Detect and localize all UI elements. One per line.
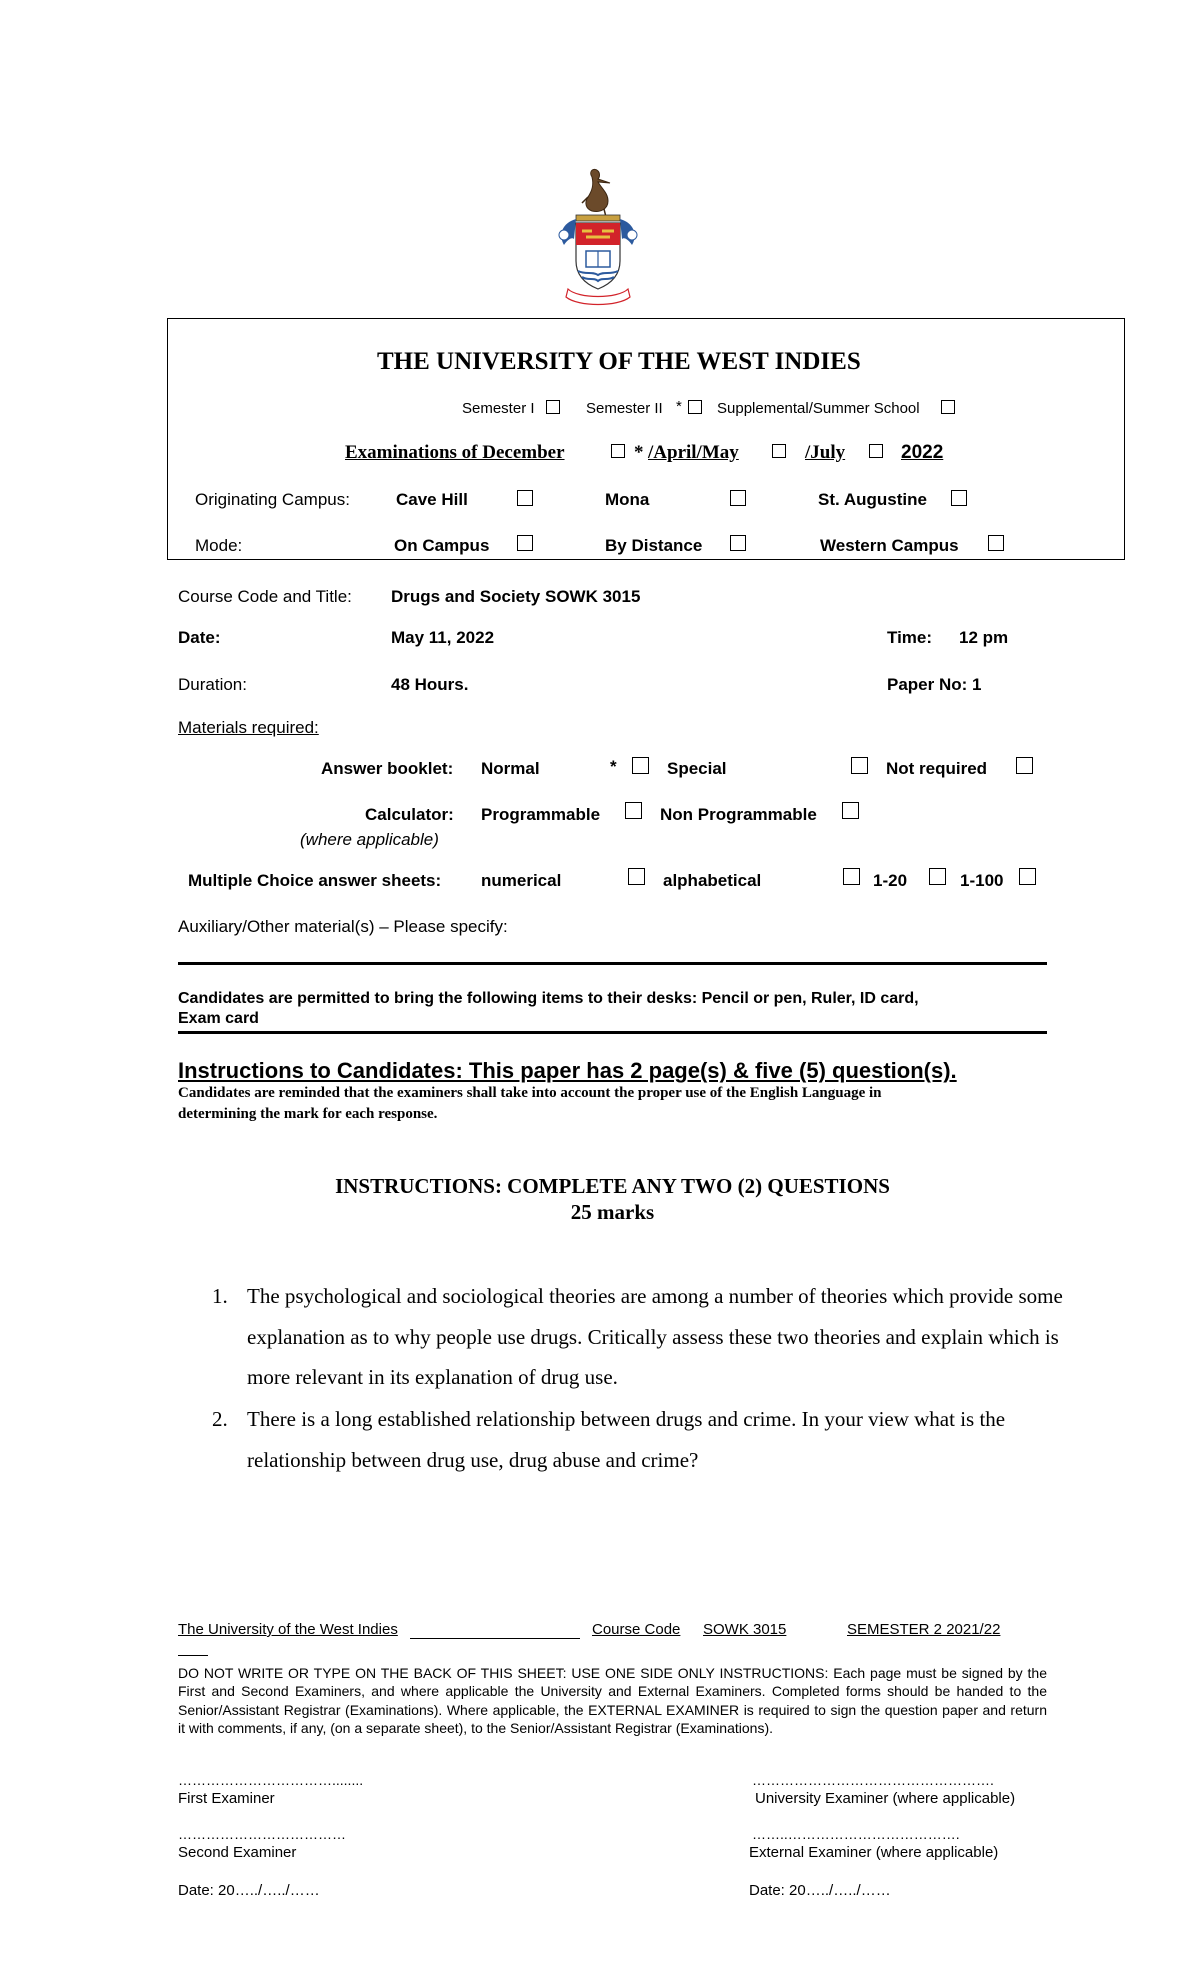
external-examiner-dots: ……..………………………………. xyxy=(752,1826,960,1842)
mc-range-1-20-label: 1-20 xyxy=(873,871,908,890)
duration-label: Duration: xyxy=(178,675,247,694)
mode-on-campus-checkbox[interactable] xyxy=(517,535,533,551)
complete-instruction: INSTRUCTIONS: COMPLETE ANY TWO (2) QUESTIONS xyxy=(335,1174,890,1198)
mc-range-1-100-label: 1-100 xyxy=(960,871,1004,890)
second-examiner-label: Second Examiner xyxy=(178,1844,297,1861)
mc-numerical-label: numerical xyxy=(481,871,562,890)
mode-on-campus-label: On Campus xyxy=(394,536,490,555)
answer-booklet-label: Answer booklet: xyxy=(321,759,454,778)
mode-by-distance-checkbox[interactable] xyxy=(730,535,746,551)
university-examiner-label: University Examiner (where applicable) xyxy=(755,1790,1016,1807)
mc-alphabetical-checkbox[interactable] xyxy=(843,868,860,885)
supplemental-label: Supplemental/Summer School xyxy=(717,400,920,417)
date-label: Date: xyxy=(178,628,221,647)
permitted-items-line1: Candidates are permitted to bring the following items to their desks: Pencil or pen, Ruler, ID card, xyxy=(178,990,919,1007)
instructions-note-line2: determining the mark for each response. xyxy=(178,1106,438,1122)
question-1-number: 1. xyxy=(212,1284,228,1308)
date-left: Date: 20…../…../…… xyxy=(178,1882,320,1899)
date-right: Date: 20…../…../…… xyxy=(749,1882,891,1899)
semester-1-checkbox[interactable] xyxy=(546,400,560,414)
paper-number: Paper No: 1 xyxy=(887,675,982,694)
calculator-programmable-label: Programmable xyxy=(481,805,601,824)
footer-university-underline-extension xyxy=(410,1638,580,1639)
calculator-label: Calculator: xyxy=(365,805,454,824)
second-examiner-dots: ……………………………… xyxy=(178,1826,346,1842)
answer-booklet-normal-label: Normal xyxy=(481,759,540,778)
exam-april-checkbox[interactable] xyxy=(772,444,786,458)
campus-st-augustine-label: St. Augustine xyxy=(818,490,927,509)
exam-july-checkbox[interactable] xyxy=(869,444,883,458)
time-value: 12 pm xyxy=(959,628,1009,647)
calculator-non-programmable-label: Non Programmable xyxy=(660,805,817,824)
divider-bottom xyxy=(178,1031,1047,1034)
calculator-programmable-checkbox[interactable] xyxy=(625,802,642,819)
supplemental-checkbox[interactable] xyxy=(941,400,955,414)
answer-booklet-not-required-label: Not required xyxy=(886,759,988,778)
mode-western-campus-checkbox[interactable] xyxy=(988,535,1004,551)
time-label: Time: xyxy=(887,628,933,647)
mode-by-distance-label: By Distance xyxy=(605,536,703,555)
semester-1-label: Semester I xyxy=(462,400,535,417)
permitted-items-line2: Exam card xyxy=(178,1010,259,1027)
first-examiner-label: First Examiner xyxy=(178,1790,275,1807)
question-1-text: The psychological and sociological theories are among a number of theories which provide some explanation as to why people use drugs. Critically assess these two theories and explain which is more relevant in its explanation of drug use. xyxy=(247,1284,1063,1389)
footer-course-code-label: Course Code xyxy=(592,1621,681,1638)
mc-range-1-20-checkbox[interactable] xyxy=(929,868,946,885)
semester-2-label: Semester II xyxy=(586,400,663,417)
mode-western-campus-label: Western Campus xyxy=(820,536,959,555)
footer-semester: SEMESTER 2 2021/22 xyxy=(847,1621,1001,1638)
duration-value: 48 Hours. xyxy=(391,675,469,694)
first-examiner-dots: ……………………………........ xyxy=(178,1772,364,1788)
question-2 xyxy=(212,1399,1072,1484)
external-examiner-label: External Examiner (where applicable) xyxy=(749,1844,999,1861)
campus-cave-hill-checkbox[interactable] xyxy=(517,490,533,506)
exam-december-checkbox[interactable] xyxy=(611,444,625,458)
answer-booklet-special-checkbox[interactable] xyxy=(851,757,868,774)
mc-alphabetical-label: alphabetical xyxy=(663,871,762,890)
answer-booklet-not-required-checkbox[interactable] xyxy=(1016,757,1033,774)
mc-range-1-100-checkbox[interactable] xyxy=(1019,868,1036,885)
exam-year: 2022 xyxy=(901,442,944,463)
campus-mona-label: Mona xyxy=(605,490,650,509)
semester-2-mark: * xyxy=(676,398,682,415)
footer-university: The University of the West Indies xyxy=(178,1621,398,1638)
campus-st-augustine-checkbox[interactable] xyxy=(951,490,967,506)
campus-cave-hill-label: Cave Hill xyxy=(396,490,468,509)
materials-heading: Materials required: xyxy=(178,718,319,737)
university-crest-logo xyxy=(548,165,648,308)
question-2-text: There is a long established relationship between drugs and crime. In your view what is the relationship between drug use, drug abuse and crime? xyxy=(247,1407,1006,1472)
question-2-number: 2. xyxy=(212,1407,228,1431)
calculator-non-programmable-checkbox[interactable] xyxy=(842,802,859,819)
auxiliary-material-label: Auxiliary/Other material(s) – Please specify: xyxy=(178,917,508,936)
footer-short-rule xyxy=(178,1655,208,1656)
footer-instructions: DO NOT WRITE OR TYPE ON THE BACK OF THIS SHEET: USE ONE SIDE ONLY INSTRUCTIONS: Each page must be signed by the First and Second Examiners, and where applicable the University and External Examiners. Completed forms should be handed to the Senior/Assistant Registrar (Examinations). Where applicable, the EXTERNAL EXAMINER is required to sign the question paper and return it with comments, if any, (on a separate sheet), to the Senior/Assistant Registrar (Examinations). xyxy=(178,1665,1047,1736)
course-code-title-value: Drugs and Society SOWK 3015 xyxy=(391,587,641,606)
mode-label: Mode: xyxy=(195,536,243,555)
calculator-note: (where applicable) xyxy=(300,830,439,849)
instructions-heading: Instructions to Candidates: This paper has 2 page(s) & five (5) question(s). xyxy=(178,1058,957,1083)
date-value: May 11, 2022 xyxy=(391,628,495,647)
university-examiner-dots: ……………………………………………. xyxy=(752,1772,994,1788)
campus-mona-checkbox[interactable] xyxy=(730,490,746,506)
university-title: THE UNIVERSITY OF THE WEST INDIES xyxy=(377,348,861,375)
mc-sheets-label: Multiple Choice answer sheets: xyxy=(188,871,442,890)
instructions-note-line1: Candidates are reminded that the examiners shall take into account the proper use of the English Language in xyxy=(178,1085,882,1101)
marks-total: 25 marks xyxy=(570,1200,655,1224)
exam-april-label: /April/May xyxy=(648,442,739,463)
mc-numerical-checkbox[interactable] xyxy=(628,868,645,885)
question-1 xyxy=(212,1276,1072,1401)
semester-2-checkbox[interactable] xyxy=(688,400,702,414)
exam-december-label: Examinations of December xyxy=(345,442,565,463)
footer-course-code-value: SOWK 3015 xyxy=(703,1621,787,1638)
answer-booklet-normal-mark: * xyxy=(610,757,617,776)
answer-booklet-special-label: Special xyxy=(667,759,727,778)
exam-july-label: /July xyxy=(805,442,846,463)
answer-booklet-normal-checkbox[interactable] xyxy=(632,757,649,774)
divider-top xyxy=(178,962,1047,965)
exam-mark: * xyxy=(634,442,644,463)
course-code-title-label: Course Code and Title: xyxy=(178,587,352,606)
campus-label: Originating Campus: xyxy=(195,490,350,509)
